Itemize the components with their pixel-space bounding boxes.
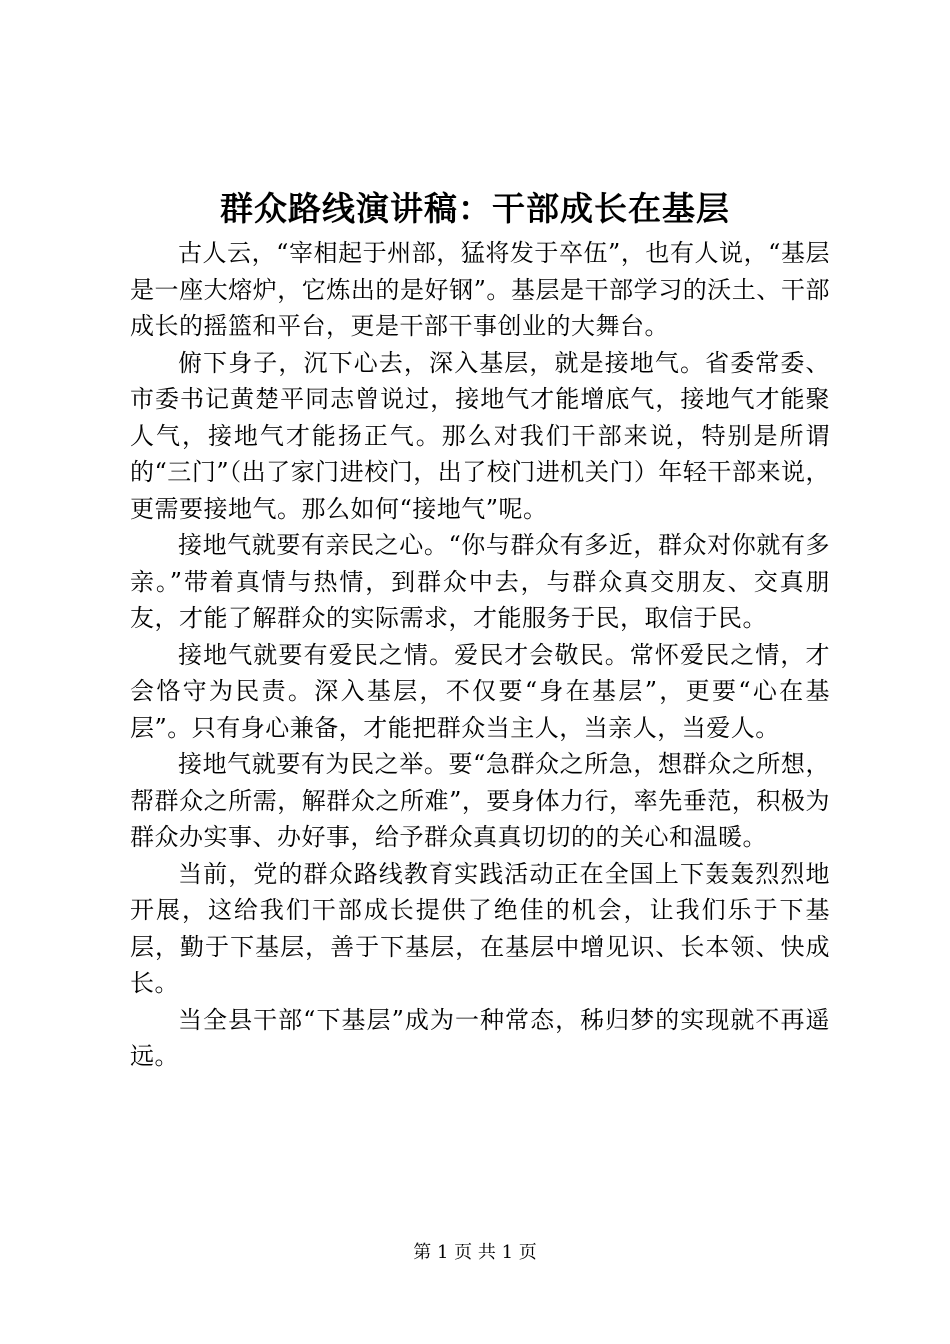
paragraph-1: 古人云，“宰相起于州部，猛将发于卒伍”，也有人说，“基层是一座大熔炉，它炼出的是好钢”。基层是干部学习的沃土、干部成长的摇篮和平台，更是干部干事创业的大舞台。 — [130, 239, 830, 340]
paragraph-5: 接地气就要有为民之举。要“急群众之所急，想群众之所想，帮群众之所需，解群众之所难”，要身体力行，率先垂范，积极为群众办实事、办好事，给予群众真真切切的的关心和温暖。 — [130, 750, 830, 851]
document-body — [130, 235, 830, 1075]
paragraph-3: 接地气就要有亲民之心。“你与群众有多近，群众对你就有多亲。”带着真情与热情，到群众中去，与群众真交朋友、交真朋友，才能了解群众的实际需求，才能服务于民，取信于民。 — [130, 531, 830, 632]
paragraph-7: 当全县干部“下基层”成为一种常态，秭归梦的实现就不再遥远。 — [130, 1005, 830, 1070]
paragraph-4: 接地气就要有爱民之情。爱民才会敬民。常怀爱民之情，才会恪守为民责。深入基层，不仅要“身在基层”，更要“心在基层”。只有身心兼备，才能把群众当主人，当亲人，当爱人。 — [130, 640, 830, 742]
page-footer: 第 1 页 共 1 页 — [413, 1242, 537, 1263]
paragraph-6: 当前，党的群众路线教育实践活动正在全国上下轰轰烈烈地开展，这给我们干部成长提供了绝佳的机会，让我们乐于下基层，勤于下基层，善于下基层，在基层中增见识、长本领、快成长。 — [130, 859, 830, 997]
document-title: 群众路线演讲稿：干部成长在基层 — [220, 189, 730, 228]
paragraph-2: 俯下身子，沉下心去，深入基层，就是接地气。省委常委、市委书记黄楚平同志曾说过，接地气才能增底气，接地气才能聚人气，接地气才能扬正气。那么对我们干部来说，特别是所谓的“三门”（出了家门进校门，出了校门进机关门）年轻干部来说，更需要接地气。那么如何“接地气”呢。 — [130, 348, 830, 523]
